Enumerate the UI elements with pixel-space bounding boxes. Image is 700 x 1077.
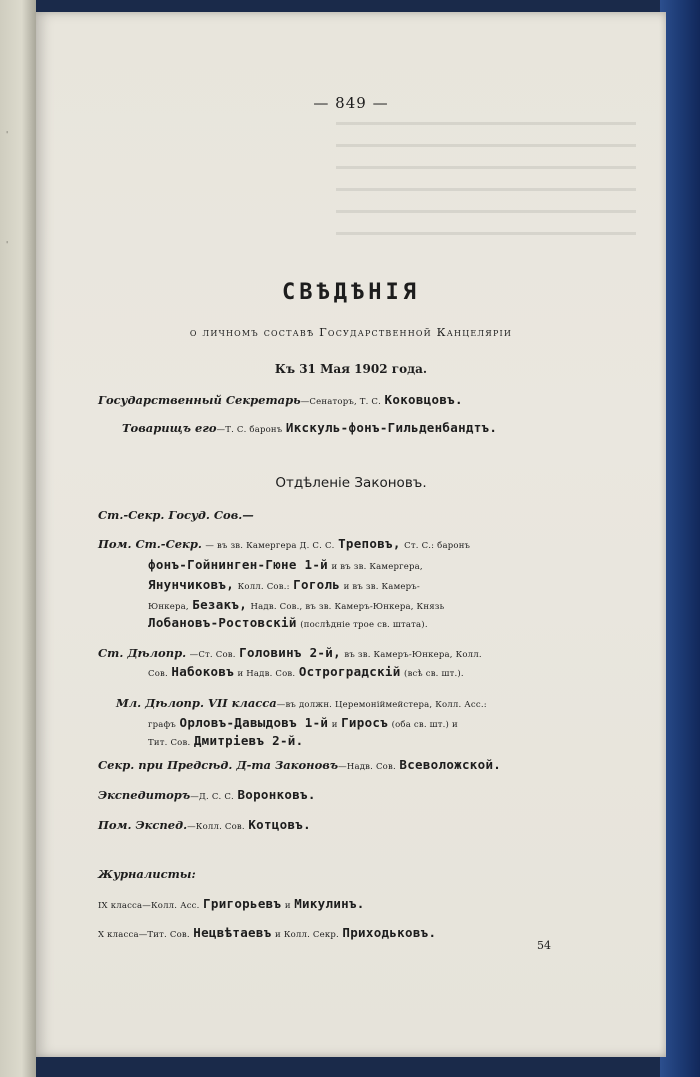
entry-rank: (всѣ св. шт.). [404, 669, 464, 679]
entry-ml-deloproizv-line-1 [116, 696, 487, 710]
entry-name: Котцовъ. [248, 817, 311, 832]
book-page [36, 12, 666, 1057]
entry-name: Остроградскій [298, 664, 401, 679]
entry-st-deloproizv-line-1 [98, 645, 482, 660]
entry-ml-deloproizv-line-3 [148, 733, 303, 748]
book-cover-edge [660, 0, 700, 1077]
entry-name: Орловъ-Давыдовъ 1-й [179, 715, 329, 730]
entry-role: Пом. Экспед. [98, 818, 188, 832]
entry-name: Икскуль-фонъ-Гильденбандтъ. [285, 420, 498, 435]
entry-pom-st-sekr-line-3 [148, 577, 420, 592]
entry-rank: (послѣдніе трое св. штата). [300, 620, 428, 630]
entry-rank: Колл. Сов.: [237, 582, 290, 592]
page-subtitle: о личномъ составѣ Государственной Канцеляріи [189, 325, 513, 339]
entry-role: Журналисты: [98, 867, 196, 881]
entry-name: Безакъ, [192, 597, 248, 612]
section-heading: Отдѣленіе Законовъ. [275, 475, 427, 491]
left-page-margin-mark: ' [6, 240, 9, 249]
entry-rank: въ зв. Камеръ-Юнкера, Колл. [344, 650, 482, 660]
entry-rank: Сов. [148, 669, 168, 679]
entry-rank: и въ зв. Камеръ- [343, 582, 420, 592]
entry-rank: —Колл. Сов. [187, 822, 245, 832]
entry-name: Набоковъ [171, 664, 235, 679]
entry-name: Лобановъ-Ростовскій [148, 615, 297, 630]
entry-rank: и Надв. Сов. [237, 669, 296, 679]
entry-ekspeditor [98, 787, 316, 802]
entry-name: Воронковъ. [237, 787, 316, 802]
entry-name: Гиросъ [341, 715, 389, 730]
entry-name: Гоголь [293, 577, 341, 592]
entry-st-deloproizv-line-2 [148, 664, 464, 679]
entry-name: Дмитріевъ 2-й. [193, 733, 304, 748]
entry-rank: —въ должн. Церемоніймейстера, Колл. Асс.: [276, 700, 487, 710]
entry-rank: и [284, 901, 291, 911]
entry-pom-st-sekr-line-5 [148, 615, 428, 630]
entry-rank: (оба св. шт.) и [391, 720, 458, 730]
entry-pom-ekspeditor [98, 817, 311, 832]
page-number: — 849 — [313, 94, 389, 112]
left-page-edge [0, 0, 36, 1077]
entry-st-sekr [98, 508, 254, 522]
entry-name: Янунчиковъ, [148, 577, 235, 592]
entry-name: Головинъ 2-й, [239, 645, 341, 660]
entry-rank: Ст. С.: баронъ [404, 541, 471, 551]
entry-rank: Тит. Сов. [148, 738, 191, 748]
entry-pom-st-sekr-line-1 [98, 536, 470, 551]
entry-role: Государственный Секретарь [98, 393, 301, 407]
entry-rank: —Д. С. С. [190, 792, 234, 802]
entry-secretary [98, 392, 463, 407]
entry-role: Ст.-Секр. Госуд. Сов.— [98, 508, 254, 522]
entry-rank: Юнкера, [148, 602, 189, 612]
entry-rank: X класса—Тит. Сов. [98, 930, 190, 940]
entry-rank: —Сенаторъ, Т. С. [300, 397, 382, 407]
entry-name: Микулинъ. [294, 896, 365, 911]
entry-pom-st-sekr-line-4 [148, 597, 444, 612]
entry-rank: и [331, 720, 338, 730]
entry-rank: —Т. С. баронъ [216, 425, 283, 435]
entry-name: фонъ-Гойнинген-Гюне 1-й [148, 557, 328, 572]
date-line: Къ 31 Мая 1902 года. [274, 362, 428, 376]
entry-name: Всеволожской. [399, 757, 502, 772]
entry-zhurnalisty-x [98, 925, 436, 940]
entry-rank: IX класса—Колл. Асс. [98, 901, 200, 911]
entry-zhurnalisty-ix [98, 896, 365, 911]
entry-role: Экспедиторъ [98, 788, 191, 802]
signature-mark: 54 [537, 939, 551, 952]
entry-rank: и Колл. Секр. [275, 930, 339, 940]
entry-role: Секр. при Предсѣд. Д-та Законовъ [98, 758, 339, 772]
entry-role: Товарищъ его [122, 421, 217, 435]
left-page-margin-mark: ' [6, 130, 9, 139]
entry-rank: —Надв. Сов. [338, 762, 396, 772]
entry-role: Ст. Дѣлопр. [98, 646, 187, 660]
entry-zhurnalisty [98, 867, 196, 881]
page-title: СВѢДѢНІЯ [282, 280, 420, 305]
entry-sekr-pri-pred [98, 757, 501, 772]
entry-rank: — въ зв. Камергера Д. С. С. [205, 541, 335, 551]
entry-ml-deloproizv-line-2 [148, 715, 458, 730]
entry-name: Треповъ, [338, 536, 401, 551]
entry-name: Коковцовъ. [384, 392, 463, 407]
entry-role: Мл. Дѣлопр. VII класса [116, 696, 277, 710]
bleed-through-text [336, 122, 636, 242]
entry-name: Григорьевъ [203, 896, 282, 911]
entry-rank: графъ [148, 720, 177, 730]
entry-pom-st-sekr-line-2 [148, 557, 423, 572]
entry-rank: Надв. Сов., въ зв. Камеръ-Юнкера, Князь [250, 602, 445, 612]
entry-rank: и въ зв. Камергера, [331, 562, 423, 572]
entry-name: Приходьковъ. [342, 925, 437, 940]
entry-name: Нецвѣтаевъ [193, 925, 272, 940]
entry-deputy [122, 420, 497, 435]
entry-rank: —Ст. Сов. [189, 650, 236, 660]
entry-role: Пом. Ст.-Секр. [98, 537, 202, 551]
